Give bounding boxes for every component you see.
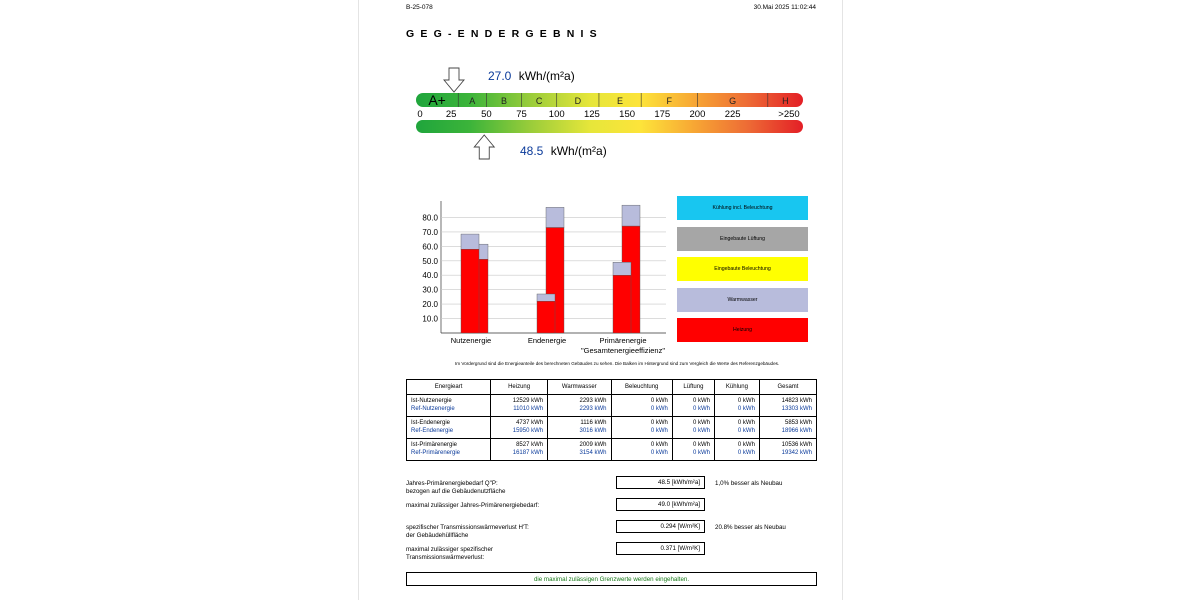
- y-tick-label: 60.0: [422, 242, 438, 252]
- energy-bar-chart: [359, 195, 679, 360]
- bar-ist-warmwasser: [537, 294, 555, 301]
- y-tick-label: 30.0: [422, 285, 438, 295]
- table-cell: [611, 395, 672, 417]
- ist-value: Ist-Endenergie: [411, 420, 451, 427]
- ist-value: 0 kWh: [650, 398, 668, 405]
- ref-value: 0 kWh: [692, 405, 710, 412]
- scale-tick-label: 50: [481, 109, 492, 120]
- scale-class-label: E: [617, 96, 624, 106]
- result-box: die maximal zulässigen Grenzwerte werden eingehalten.: [406, 572, 817, 586]
- summary-label-3: [406, 524, 529, 539]
- table-row: [407, 395, 817, 417]
- col-header: Energieart: [407, 380, 491, 395]
- ref-value: 19342 kWh: [781, 449, 812, 456]
- x-category-label: Endenergie: [527, 336, 567, 345]
- table-cell: [714, 395, 759, 417]
- summary-label-line: Transmissionswärmeverlust:: [406, 553, 485, 561]
- col-header: Warmwasser: [548, 380, 611, 395]
- scale-tick-label: 175: [654, 109, 671, 120]
- scale-tick-label: >250: [778, 109, 800, 120]
- x-category-label: Nutzenergie: [450, 336, 492, 345]
- table-cell: [548, 417, 611, 439]
- table-cell: [714, 417, 759, 439]
- table-cell: [672, 417, 714, 439]
- top-arrow-icon: [444, 68, 464, 92]
- ist-value: 4737 kWh: [516, 420, 544, 427]
- document-datetime: 30.Mai 2025 11:02:44: [753, 4, 816, 11]
- ref-value: 0 kWh: [692, 427, 710, 434]
- ist-value: 0 kWh: [692, 442, 710, 449]
- summary-label-1: [406, 480, 505, 495]
- summary-label-line: der Gebäudehüllfläche: [406, 531, 469, 539]
- scale-class-label: A+: [428, 92, 446, 108]
- table-cell: [491, 439, 548, 461]
- table-cell: [548, 439, 611, 461]
- table-cell: [548, 395, 611, 417]
- bottom-value: 48.5: [520, 144, 544, 158]
- table-cell: [611, 417, 672, 439]
- legend-item: Eingebaute Lüftung: [677, 227, 808, 251]
- scale-class-label: C: [535, 96, 543, 106]
- table-cell: [672, 395, 714, 417]
- summary-label-4: [406, 546, 493, 561]
- bar-ist-heizung: [537, 301, 555, 333]
- ref-value: 0 kWh: [692, 449, 710, 456]
- ist-value: 2009 kWh: [579, 442, 607, 449]
- ist-value: 0 kWh: [692, 420, 710, 427]
- y-tick-label: 10.0: [422, 314, 438, 324]
- table-header-row: [407, 380, 817, 395]
- summary-value-4: 0.371 [W/m²K]: [616, 542, 705, 555]
- ist-value: 5853 kWh: [784, 420, 812, 427]
- table-cell: [714, 439, 759, 461]
- bar-ref-warmwasser: [546, 207, 564, 227]
- ist-value: 12529 kWh: [512, 398, 544, 405]
- top-unit: kWh/(m²a): [518, 69, 575, 83]
- ist-value: Ist-Primärenergie: [411, 442, 458, 449]
- col-header: Kühlung: [714, 380, 759, 395]
- scale-class-label: F: [666, 96, 673, 106]
- x-category-label: Primärenergie: [599, 336, 647, 345]
- table-row: [407, 439, 817, 461]
- ist-value: 0 kWh: [650, 442, 668, 449]
- bar-ist-warmwasser: [613, 262, 631, 275]
- table-cell: [611, 439, 672, 461]
- table-cell: [491, 395, 548, 417]
- summary-comparison-3: 20.8% besser als Neubau: [715, 524, 786, 531]
- ist-value: 0 kWh: [692, 398, 710, 405]
- legend-item: Eingebaute Beleuchtung: [677, 257, 808, 281]
- ref-value: 0 kWh: [650, 427, 668, 434]
- document-id: B-25-078: [406, 4, 433, 11]
- legend-item: Heizung: [677, 318, 808, 342]
- ist-value: 1116 kWh: [580, 420, 607, 427]
- scale-class-label: A: [469, 96, 476, 106]
- y-tick-label: 20.0: [422, 300, 438, 310]
- page-title: GEG-ENDERGEBNIS: [406, 28, 603, 40]
- summary-label-line: bezogen auf die Gebäudenutzfläche: [406, 487, 506, 495]
- ref-value: Ref-Endenergie: [411, 427, 454, 434]
- table-row: [407, 417, 817, 439]
- ist-value: 0 kWh: [737, 398, 755, 405]
- legend-item: Warmwasser: [677, 288, 808, 312]
- scale-class-label: B: [500, 96, 507, 106]
- scale-tick-label: 100: [548, 109, 565, 120]
- bottom-value-label: [520, 144, 607, 158]
- scale-tick-label: 25: [445, 109, 457, 120]
- summary-label-line: maximal zulässiger spezifischer: [406, 546, 493, 553]
- report-page: [358, 0, 843, 600]
- summary-value-2: 49.0 [kWh/m²a]: [616, 498, 705, 511]
- table-cell: [491, 417, 548, 439]
- summary-label-line: maximal zulässiger Jahres-Primärenergiebedarf:: [406, 502, 540, 509]
- col-header: Lüftung: [672, 380, 714, 395]
- ref-value: 11010 kWh: [513, 405, 544, 412]
- scale-class-label: D: [574, 96, 582, 106]
- ist-value: 14823 kWh: [781, 398, 812, 405]
- ist-value: Ist-Nutzenergie: [411, 398, 452, 405]
- ref-value: 13303 kWh: [781, 405, 812, 412]
- ref-value: 0 kWh: [737, 405, 755, 412]
- y-tick-label: 70.0: [422, 227, 438, 237]
- top-value: 27.0: [488, 69, 512, 83]
- scale-band-bottom: [416, 120, 803, 133]
- scale-class-label: G: [729, 96, 737, 106]
- ref-value: 3016 kWh: [579, 427, 607, 434]
- summary-label-2: [406, 502, 539, 510]
- ref-value: 16187 kWh: [512, 449, 544, 456]
- ref-value: 0 kWh: [650, 405, 668, 412]
- top-value-label: [488, 69, 575, 83]
- table-cell: [759, 439, 816, 461]
- summary-comparison-1: 1,0% besser als Neubau: [715, 480, 783, 487]
- chart-note: Im Vordergrund sind die Energieanteile des berechneten Gebäudes zu sehen. Die Balken im Hintergrund sind zum Vergleich die Werte des Referenzgebäudes.: [455, 361, 780, 366]
- scale-tick-label: 200: [689, 109, 706, 120]
- y-tick-label: 40.0: [422, 271, 438, 281]
- energy-table: [406, 379, 817, 461]
- bottom-unit: kWh/(m²a): [550, 144, 607, 158]
- ist-value: 8527 kWh: [516, 442, 544, 449]
- bar-ref-warmwasser: [622, 205, 640, 226]
- scale-tick-label: 125: [583, 109, 600, 120]
- bottom-arrow-icon: [474, 135, 494, 159]
- table-cell: [759, 417, 816, 439]
- legend-item: Kühlung incl. Beleuchtung: [677, 196, 808, 220]
- table-cell: [407, 395, 491, 417]
- scale-tick-strip: [416, 107, 803, 120]
- col-header: Beleuchtung: [611, 380, 672, 395]
- ist-value: 0 kWh: [737, 442, 755, 449]
- summary-label-line: spezifischer Transmissionswärmeverlust H'T:: [406, 524, 529, 531]
- ist-value: 0 kWh: [737, 420, 755, 427]
- col-header: Heizung: [491, 380, 548, 395]
- ref-value: 18966 kWh: [781, 427, 812, 434]
- ref-value: 3154 kWh: [579, 449, 607, 456]
- table-cell: [407, 417, 491, 439]
- chart-subtitle: "Gesamtenergieeffizienz": [581, 346, 665, 355]
- ref-value: 15950 kWh: [512, 427, 544, 434]
- table-cell: [407, 439, 491, 461]
- ref-value: 0 kWh: [737, 449, 755, 456]
- scale-tick-label: 225: [724, 109, 741, 120]
- bar-ist-warmwasser: [461, 234, 479, 249]
- table-cell: [672, 439, 714, 461]
- scale-tick-label: 0: [417, 109, 423, 120]
- ist-value: 10536 kWh: [781, 442, 812, 449]
- table-cell: [759, 395, 816, 417]
- summary-value-1: 48.5 [kWh/m²a]: [616, 476, 705, 489]
- ist-value: 2293 kWh: [579, 398, 607, 405]
- col-header: Gesamt: [759, 380, 816, 395]
- scale-tick-label: 150: [619, 109, 636, 120]
- ref-value: 0 kWh: [650, 449, 668, 456]
- ist-value: 0 kWh: [650, 420, 668, 427]
- ref-value: 2293 kWh: [579, 405, 607, 412]
- bar-ist-heizung: [461, 249, 479, 333]
- scale-tick-label: 75: [516, 109, 527, 120]
- y-tick-label: 50.0: [422, 256, 438, 266]
- summary-label-line: Jahres-Primärenergiebedarf Q''P:: [406, 480, 498, 487]
- y-tick-label: 80.0: [422, 213, 438, 223]
- ref-value: Ref-Primärenergie: [411, 449, 461, 456]
- summary-value-3: 0.294 [W/m²K]: [616, 520, 705, 533]
- scale-class-label: H: [782, 96, 789, 106]
- ref-value: 0 kWh: [737, 427, 755, 434]
- bar-ist-heizung: [613, 275, 631, 333]
- ref-value: Ref-Nutzenergie: [411, 405, 455, 412]
